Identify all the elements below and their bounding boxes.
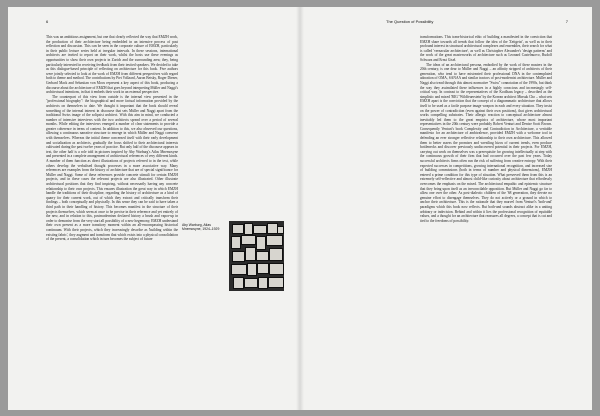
photo-panel-item: [232, 251, 245, 262]
photo-panel-item: [257, 263, 269, 274]
atlas-mnemosyne-photo: [229, 221, 284, 291]
photo-panel-item: [258, 277, 268, 289]
photo-panel-item: [233, 277, 244, 289]
photo-panel-item: [231, 236, 241, 249]
photo-panel-item: [268, 277, 284, 288]
photo-panel-item: [269, 263, 284, 275]
photo-panel-item: [269, 248, 283, 261]
running-head: The Question of Possibility: [386, 19, 434, 24]
page-number-right: 7: [565, 19, 568, 24]
body-paragraph: transformations. This trans-historical ethic of building a manifested in the conviction that EMZH share towards all trends that follow the idea of the 'Zeitgeist', as well as in their profound interest in structural architectural complexes and ensembles, their search for what is called 'vernacular architecture', as well as Christopher Alexander's 'design patterns' and the work of the great masterworks of architecture such as Leonard Castelnuovo, Rudolf Schwarz and Ernst Gisel.: [420, 35, 552, 62]
photo-panel-item: [244, 278, 258, 288]
right-page-body-text: [420, 35, 552, 365]
right-page: [300, 7, 592, 410]
photo-panel-item: [232, 224, 244, 234]
photo-panel-item: [244, 223, 253, 235]
photo-panel-item: [266, 235, 283, 246]
photo-panel-item: [231, 264, 247, 275]
left-page-body-text: [46, 35, 178, 365]
photo-panel-item: [241, 235, 256, 245]
photo-panel-item: [245, 247, 256, 261]
body-paragraph: The counterpart of this view from outside is the internal view presented in the "professional biography": the biographical and more factual information provided by the architects on themselves to date. We thought it important that the book should reveal something of the internal interest in discourse that sets Müller and Naggi apart from the traditional Swiss image of the solipsist architect. With this aim in mind, we conducted a number of intensive interviews with the two architects spread over a period of several months. While editing the interviews emerged a number of clear statements to provide a greater coherence in terms of content. In addition to this, we also observed our questions, allowing a continuous narrative structure to emerge in which Müller and Naggi converse with themselves. Whereas the initial theme concerned itself with their early development and socialization as architects, gradually the focus shifted to their architectural interests cultivated during the past twelve years of practice. But only half of the discourse appears in text, the other half is a role told in pictures inspired by Aby Warburg's Atlas Mnemosyne and presented in a complete arrangement of architectural references of very different kinds. A number of them function as direct illustrations of projects referred to in the text, while others develop the verbalised thought processes in a more associative way. Many references are examples from the history of architecture that are of special significance for Müller and Naggi. Some of these references provide concrete stimuli for certain EMZH projects, and in these cases the relevant projects are also illustrated. Other illustrate architectural positions that they find inspiring, without necessarily having any concrete relationship to their own projects. This ensures illustration the great way in which EMZH handle the traditions of their discipline, regarding the history of architecture as a kind of quarry for their current work, out of which they extract and critically transform their findings – both conceptually and physically. In this sense they can be said to have taken a third path in their handling of history. This becomes manifest in the structure of their projects themselves, which seem at once to be precise in their reference and yet entirely of the new, and in relation to this, postmodernism declared history a brush and vapor-up in order to demonise from the very start all possibility of a new hegemony, EMZH understand their own present as a more transitory moment within an all-encompassing historical continuum. With their projects, which they increasingly describe as 'building within the existing fabric', they augment and transform that which exists into a physical consolidation of the present, a consolidation which in turn becomes the subject of future: [46, 94, 178, 242]
photo-panel-item: [277, 226, 284, 234]
body-paragraph: This was an ambitious assignment, but one that clearly reflected the way that EMZH work, the production of their architecture being embedded in an intensive process of past reflection and discussion. This can be seen in the corporate culture of EMZH, particularly in their public lecture series held at irregular intervals. In these sessions, international architects are invited to report on their work, whilst the hosts use these evenings as opportunities to show their own projects in Zurich and the surrounding area; they, being particularly interested in receiving feedback from their invited speakers. We decided to take as this dialogue-based principle of reflecting on architecture for this book. Five authors were jointly selected to look at the work of EMZH from different perspectives with regard both to theme and method. The contributions by Piet Vollaard, Aaron Betsky, Roger Diener, Gerhard Mack and Sebastian von Moos represent a key aspect of this book, producing a discourse about the architecture of EMZH that goes beyond interpreting Müller and Naggi's architectural intentions, in that it embeds their work in an external perspective.: [46, 35, 178, 95]
photo-panel-item: [247, 263, 257, 276]
photo-panel-item: [253, 225, 267, 234]
left-page: [8, 7, 300, 410]
photo-panel-item: [256, 236, 266, 250]
book-gutter: [296, 7, 304, 410]
photo-panel-item: [256, 251, 269, 261]
figure-caption: Aby Warburg, Atlas Mnemosyne, 1924–1929: [182, 223, 220, 232]
page-number-left: 6: [46, 19, 49, 24]
body-paragraph: The ideas of an architectural persona, embodied by the work of these masters in the 20th century, is one dear to Müller and Naggi – an affinity stripped of architects of their generation, who tend to have mistreated their professional DNA in the contemplated adoration of OMA, SANAA and similar tractors of post-modernist architecture. Müller and Naggi also tread through this almost normative "Swiss" connotation of the 1990s, but think the way they assimilated these influences in a highly conscious and increasingly self-critical way. In contrast to the representatives of the Koolhaas legacy – described as the simplistic and mixed 'BIG' 'Wildfeuerstein' by the Korean architect Minsuk Cho – what sets EMZH apart is the conviction that the concept of a diagrammatic architecture that allows itself to be used as a facile purpose image weapon in each and every situation. They insist on the power of contradiction (even against their own positions), that gives architectural works compelling substrates. Their allergic reaction to conceptual architecture almost inevitably led them to the great empirics of architecture, whose most important representatives in the 20th century were probably Robert Venturi and Denise Scott Brown. Consequently Venturi's book Complexity and Contradiction in Architecture, a veritable manifesto for an architecture of ambivalence, provided EMZH with a welcome tool in defending an ever stronger reflective relationship to their own architecture. This allowed them to better assess the promises and wrestling hizos of current trends, even produce bottlenecks and discover previously undiscovered potential in their projects. For EMZH, carrying out work on themselves was a prerequisite for growing intellectually at step with the continuous growth of their firm that had occurred over the past few years. Today successful architects firms often run the risk of suffering from creative entropy. With their expected successes in competitions, growing international recognition, and increased size of building commissions (both in terms of number and physical dimensions), EMZH entered a prime condition for this type of situation. What preserved them from this is an extremely self-reflective and almost child-like curiosity about architecture that effortlessly overcomes the emphasis on the mixed. The architectural empathic and epistemic structure that they bring upon itself as an irreconcilable opposition. But Müller and Naggi go far to allow one over the other. As post-dialectic children of the '68 generation, they devote no genuine effort to disengage themselves. They do not actively or a ground in which to anchor their architecture. This is the rationale that they marvel from Venturi's 'both-and' paradigms which this book now reflects. But both-and sounds abstract alike in a uniting arbitrary or indecision. Behind and within it lies the professional recognition of equitable values, and a thought for an architecture that reassures all degrees, a concept that is cut and tied to the freedoms of possibility.: [420, 62, 552, 223]
